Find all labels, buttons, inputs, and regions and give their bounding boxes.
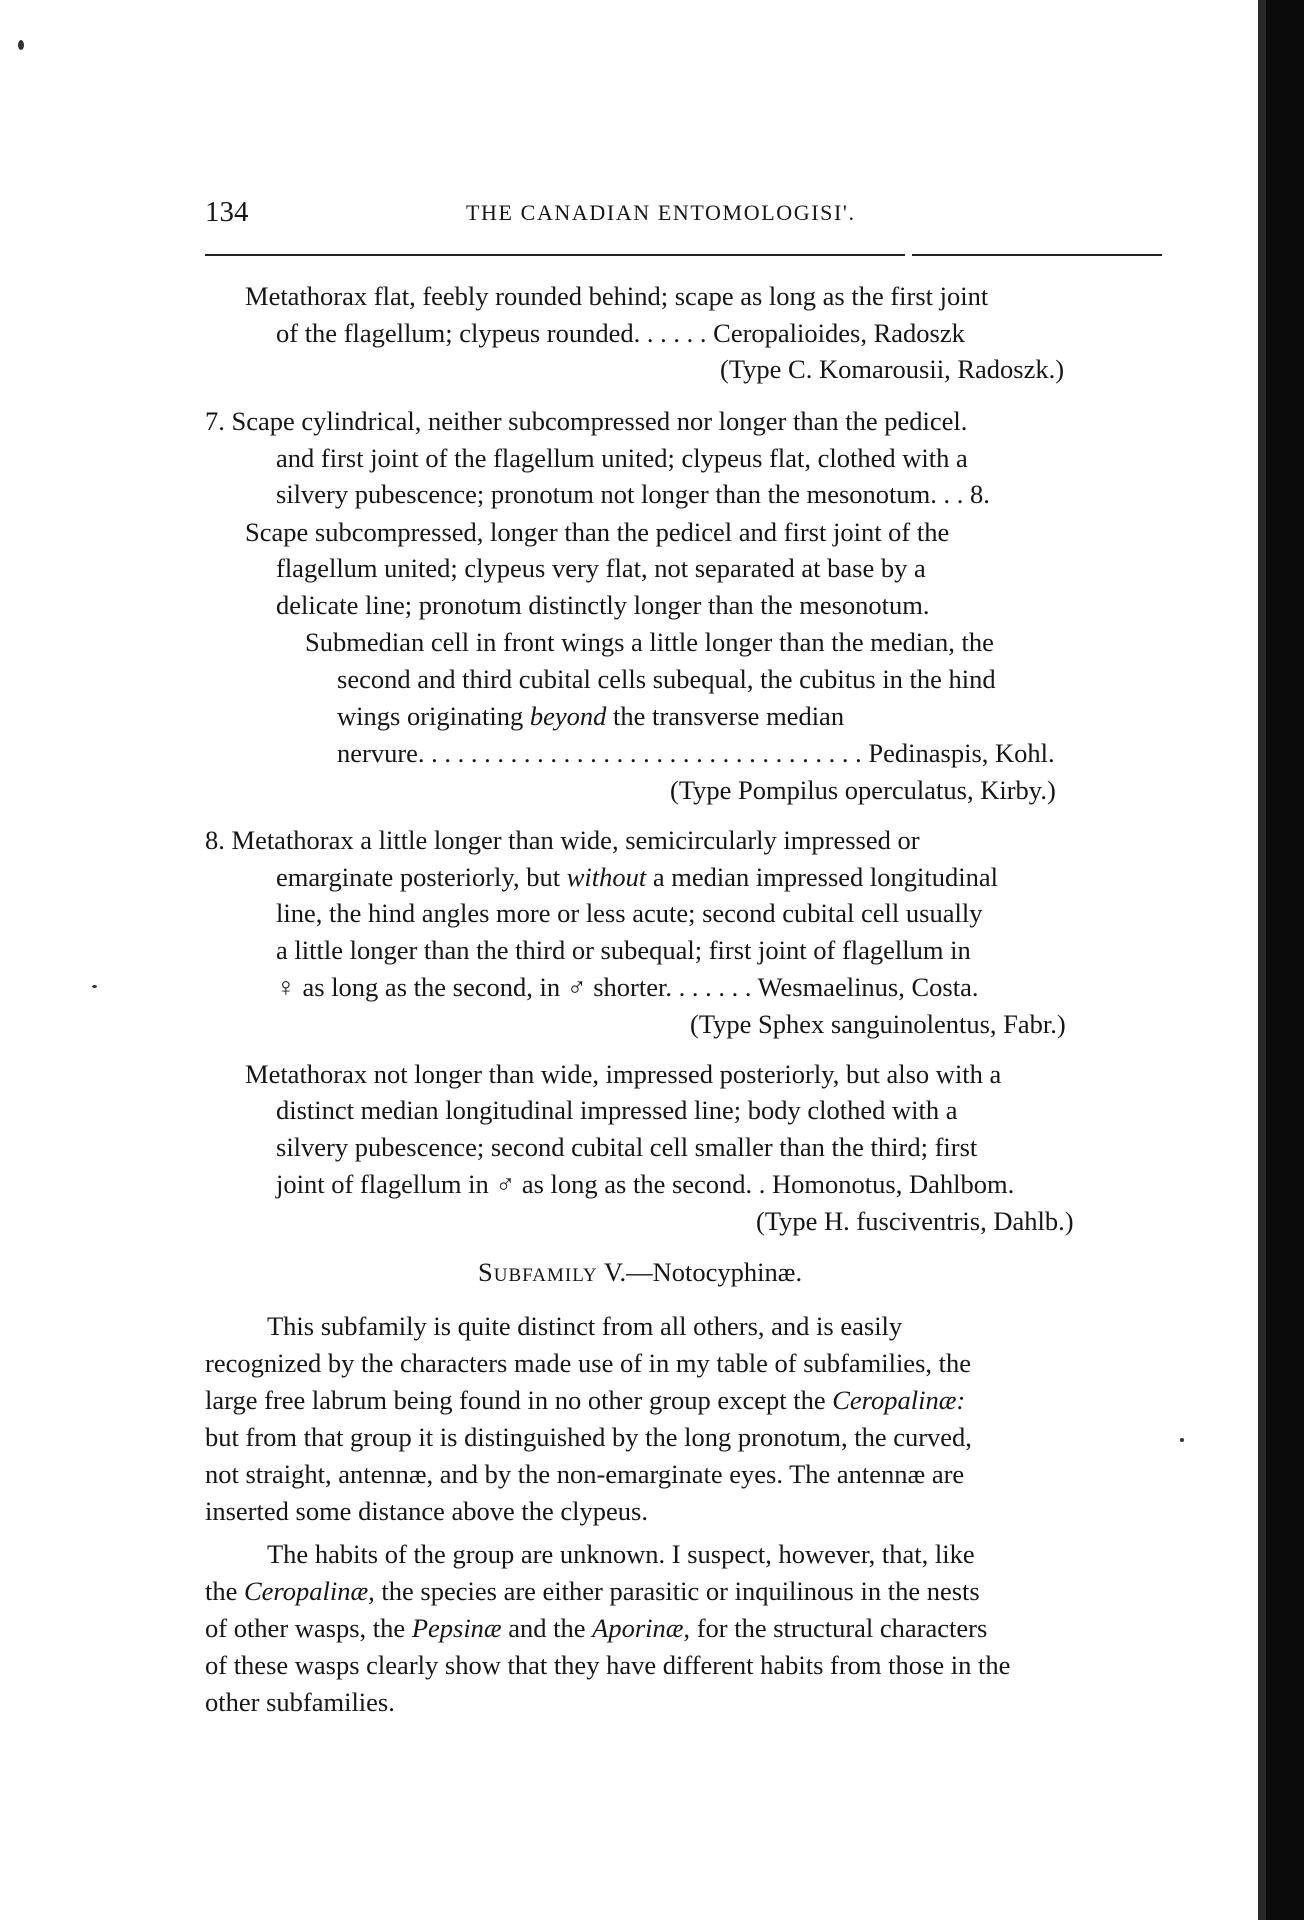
- text-line: 8. Metathorax a little longer than wide, semicircularly impressed or: [205, 825, 920, 855]
- scan-speck: [18, 40, 24, 50]
- text-line: wings originating beyond the transverse median: [337, 701, 845, 731]
- paragraph-line: not straight, antennæ, and by the non-emarginate eyes. The antennæ are: [205, 1459, 965, 1489]
- text-line: flagellum united; clypeus very flat, not separated at base by a: [276, 553, 926, 583]
- text-line: (Type H. fusciventris, Dahlb.): [756, 1206, 1074, 1236]
- text-line: delicate line; pronotum distinctly longer than the mesonotum.: [276, 590, 930, 620]
- text-line: Metathorax flat, feebly rounded behind; scape as long as the first joint: [245, 281, 989, 311]
- text-line: (Type C. Komarousii, Radoszk.): [720, 354, 1065, 384]
- paragraph-line: large free labrum being found in no other group except the Ceropalinæ:: [205, 1385, 966, 1415]
- paragraph-line: This subfamily is quite distinct from all others, and is easily: [267, 1311, 903, 1341]
- header-rule: [205, 254, 905, 256]
- text-line: silvery pubescence; pronotum not longer than the mesonotum. . . 8.: [276, 479, 990, 509]
- text-line: Submedian cell in front wings a little longer than the median, the: [305, 627, 994, 657]
- scan-edge: [1258, 0, 1304, 1920]
- text-line: 7. Scape cylindrical, neither subcompressed nor longer than the pedicel.: [205, 406, 968, 436]
- scan-speck: [1180, 1438, 1184, 1442]
- text-line: ♀ as long as the second, in ♂ shorter. . . . . . . Wesmaelinus, Costa.: [276, 972, 979, 1002]
- header-rule: [912, 254, 1162, 256]
- text-line: emarginate posteriorly, but without a median impressed longitudinal: [276, 862, 998, 892]
- paragraph-line: of other wasps, the Pepsinæ and the Aporinæ, for the structural characters: [205, 1613, 988, 1643]
- text-line: (Type Pompilus operculatus, Kirby.): [670, 775, 1056, 805]
- text-line: of the flagellum; clypeus rounded. . . . . . Ceropalioides, Radoszk: [276, 318, 965, 348]
- paragraph-line: of these wasps clearly show that they have different habits from those in the: [205, 1650, 1011, 1680]
- running-title: THE CANADIAN ENTOMOLOGISI'.: [466, 200, 856, 225]
- text-line: nervure. . . . . . . . . . . . . . . . . . . . . . . . . . . . . . . . . . Pedinaspis, Kohl.: [337, 738, 1055, 768]
- paragraph-line: recognized by the characters made use of in my table of subfamilies, the: [205, 1348, 972, 1378]
- text-line: silvery pubescence; second cubital cell smaller than the third; first: [276, 1132, 978, 1162]
- paragraph-line: but from that group it is distinguished by the long pronotum, the curved,: [205, 1422, 972, 1452]
- text-line: a little longer than the third or subequal; first joint of flagellum in: [276, 935, 971, 965]
- text-line: line, the hind angles more or less acute; second cubital cell usually: [276, 898, 983, 928]
- text-line: joint of flagellum in ♂ as long as the second. . Homonotus, Dahlbom.: [276, 1169, 1015, 1199]
- text-line: second and third cubital cells subequal, the cubitus in the hind: [337, 664, 996, 694]
- paragraph-line: the Ceropalinæ, the species are either parasitic or inquilinous in the nests: [205, 1576, 980, 1606]
- text-line: Scape subcompressed, longer than the pedicel and first joint of the: [245, 517, 950, 547]
- paragraph-line: inserted some distance above the clypeus.: [205, 1496, 648, 1526]
- scan-edge-inner: [1258, 0, 1266, 1920]
- text-line: (Type Sphex sanguinolentus, Fabr.): [690, 1009, 1066, 1039]
- section-heading: Subfamily V.—Notocyphinæ.: [478, 1257, 803, 1287]
- page-number: 134: [205, 196, 249, 228]
- paragraph-line: The habits of the group are unknown. I suspect, however, that, like: [267, 1539, 975, 1569]
- text-line: and first joint of the flagellum united; clypeus flat, clothed with a: [276, 443, 968, 473]
- paragraph-line: other subfamilies.: [205, 1687, 395, 1717]
- scan-speck: [92, 985, 97, 988]
- text-line: distinct median longitudinal impressed line; body clothed with a: [276, 1095, 958, 1125]
- text-line: Metathorax not longer than wide, impressed posteriorly, but also with a: [245, 1059, 1002, 1089]
